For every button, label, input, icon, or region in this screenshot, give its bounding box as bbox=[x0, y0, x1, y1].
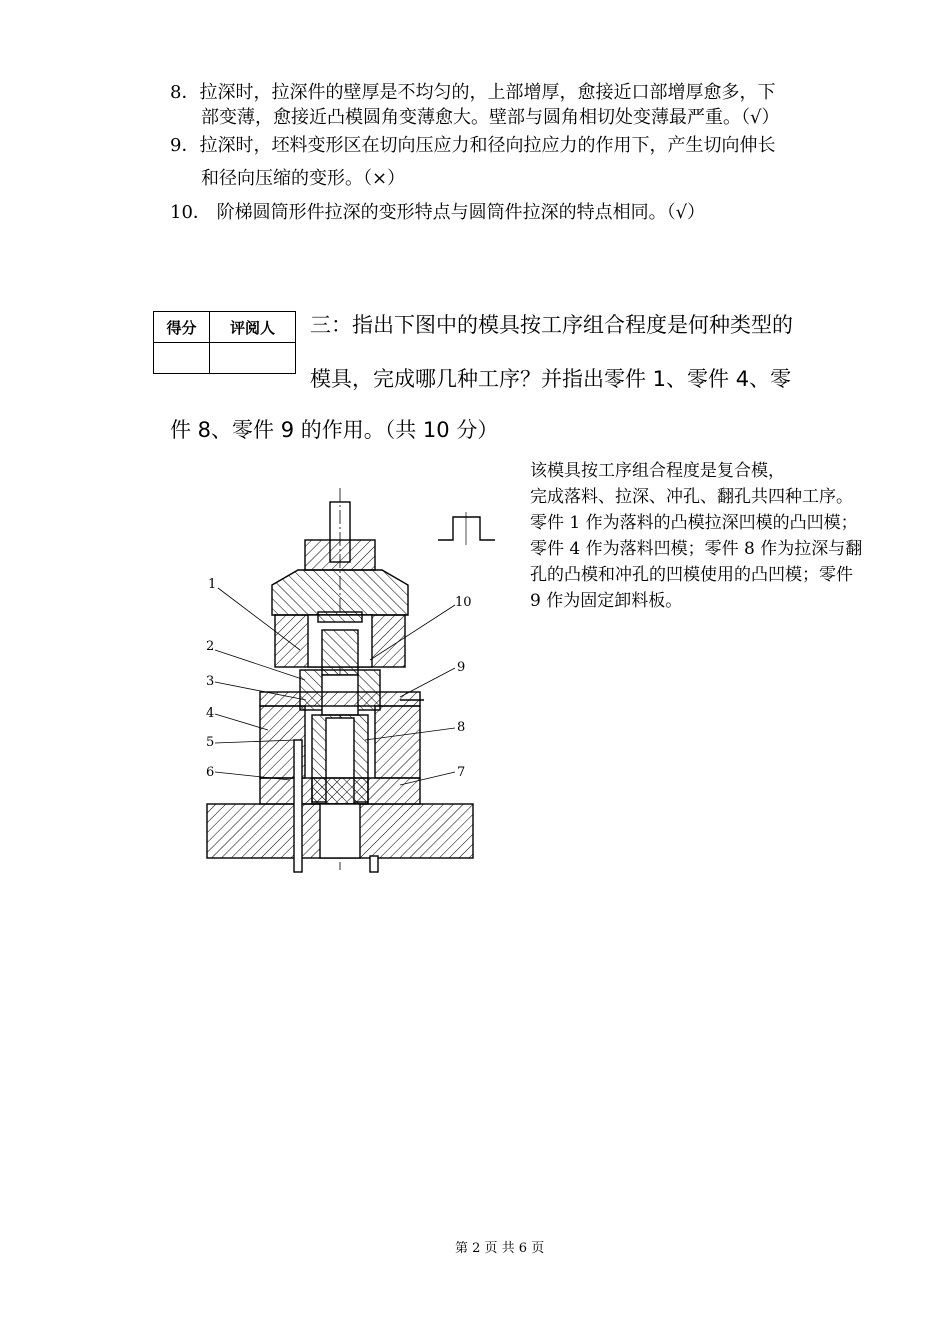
section-3-title-line-2: 模具，完成哪几种工序？并指出零件 1、零件 4、零 bbox=[310, 367, 792, 391]
part-label-10: 10 bbox=[455, 595, 472, 610]
part-label-4: 4 bbox=[206, 706, 215, 721]
question-8-line-2: 部变薄，愈接近凸模圆角变薄愈大。壁部与圆角相切处变薄最严重。（√） bbox=[201, 107, 780, 128]
question-9-line-1: 9．拉深时，坯料变形区在切向压应力和径向拉应力的作用下，产生切向伸长 bbox=[170, 135, 776, 156]
part-label-1: 1 bbox=[208, 577, 217, 592]
answer-line-1: 该模具按工序组合程度是复合模， bbox=[530, 461, 785, 481]
question-8-line-1: 8．拉深时，拉深件的壁厚是不均匀的，上部增厚，愈接近口部增厚愈多，下 bbox=[170, 82, 776, 103]
answer-line-3: 零件 1 作为落料的凸模拉深凹模的凸凹模；零件 4 作为落料凹模；零件 8 作为拉深与翻孔的凸模和冲孔的凹模使用的凸凹模；零件 9 作为固定卸料板。 bbox=[530, 513, 863, 611]
question-10-line-1: 10． 阶梯圆筒形件拉深的变形特点与圆筒件拉深的特点相同。（√） bbox=[170, 202, 706, 223]
part-label-8: 8 bbox=[457, 720, 466, 735]
reviewer-header: 评阅人 bbox=[210, 312, 296, 343]
part-label-5: 5 bbox=[206, 735, 215, 750]
section-3-title-line-3: 件 8、零件 9 的作用。（共 10 分） bbox=[170, 418, 499, 442]
die-assembly-diagram bbox=[190, 480, 510, 880]
page-footer: 第 2 页 共 6 页 bbox=[455, 1241, 545, 1256]
part-label-7: 7 bbox=[457, 765, 466, 780]
score-table bbox=[153, 311, 296, 374]
part-label-3: 3 bbox=[206, 674, 215, 689]
part-label-6: 6 bbox=[206, 765, 215, 780]
answer-text bbox=[530, 458, 865, 614]
part-label-2: 2 bbox=[206, 639, 215, 654]
section-3-title-line-1: 三：指出下图中的模具按工序组合程度是何种类型的 bbox=[310, 313, 793, 337]
answer-line-2: 完成落料、拉深、冲孔、翻孔共四种工序。 bbox=[530, 487, 853, 507]
question-9-line-2: 和径向压缩的变形。（×） bbox=[201, 168, 406, 189]
score-cell[interactable] bbox=[154, 343, 210, 374]
part-label-9: 9 bbox=[457, 660, 466, 675]
score-header: 得分 bbox=[154, 312, 210, 343]
reviewer-cell[interactable] bbox=[210, 343, 296, 374]
part-sketch-icon bbox=[438, 512, 495, 545]
